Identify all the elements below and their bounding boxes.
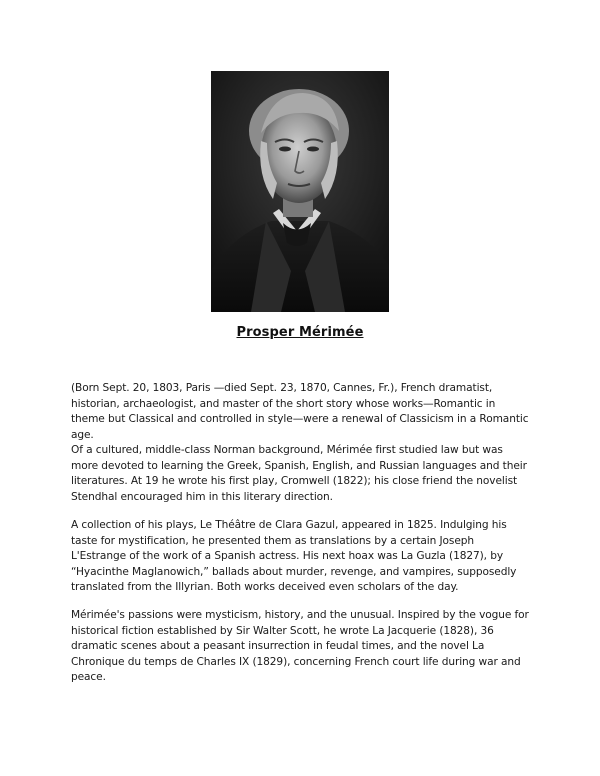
paragraph-background: Of a cultured, middle-class Norman background, Mérimée first studied law but was more devoted to learning the Greek, Spanish, English, and Russian languages and their literatures. At 19 he wrote his first play, Cromwell (1822); his close friend the novelist Stendhal encouraged him in this literary direction. [71, 444, 527, 503]
paragraph-plays: A collection of his plays, Le Théâtre de Clara Gazul, appeared in 1825. Indulging his taste for mystification, he presented them as translations by a certain Joseph L'Estrange of the work of a Spanish actress. His next hoax was La Guzla (1827), by “Hyacinthe Maglanowich,” ballads about murder, revenge, and vampires, supposedly translated from the Illyrian. Both works deceived even scholars of the day. [71, 519, 517, 594]
portrait-photo [211, 71, 389, 312]
document-title: Prosper Mérimée [236, 325, 364, 340]
paragraph-intro: (Born Sept. 20, 1803, Paris —died Sept. 23, 1870, Cannes, Fr.), French dramatist, historian, archaeologist, and master of the short story whose works—Romantic in theme but Classical and controlled in style—were a renewal of Classicism in a Romantic age. [71, 382, 529, 441]
paragraph-passions: Mérimée's passions were mysticism, history, and the unusual. Inspired by the vogue for historical fiction established by Sir Walter Scott, he wrote La Jacquerie (1828), 36 dramatic scenes about a peasant insurrection in feudal times, and the novel La Chronique du temps de Charles IX (1829), concerning French court life during war and peace. [71, 609, 529, 684]
